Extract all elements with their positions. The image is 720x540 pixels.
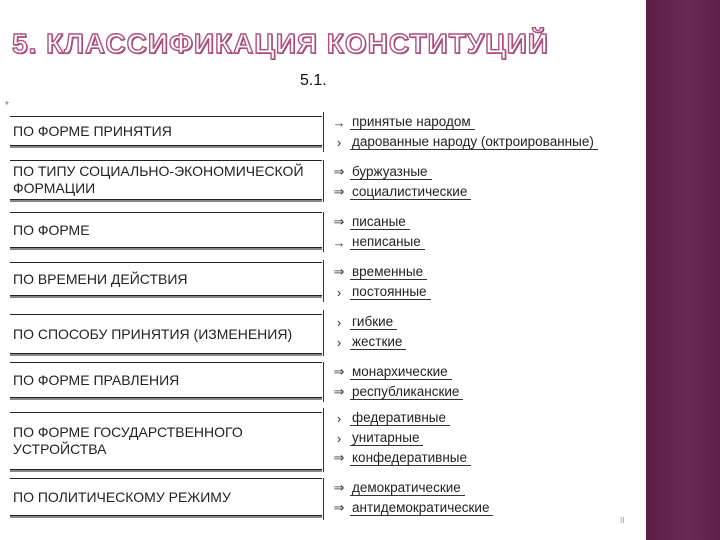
option-text: гибкие [350, 314, 397, 330]
option-item [328, 132, 598, 152]
slide-title: 5. КЛАССИФИКАЦИЯ КОНСТИТУЦИЙ [12, 28, 549, 59]
option-text: дарованные народу (октроированные) [350, 134, 598, 150]
arrow-icon: ⇒ [333, 364, 345, 379]
arrow-icon: ⇒ [333, 264, 345, 279]
option-item [328, 332, 406, 352]
arrow-icon: ⇒ [333, 450, 345, 465]
option-text: писаные [350, 214, 410, 230]
option-text: буржуазные [350, 164, 432, 180]
category-cell: ПО ФОРМЕ ПРАВЛЕНИЯ [10, 362, 322, 398]
arrow-icon: → [332, 114, 346, 130]
divider [323, 260, 324, 302]
option-text: принятые народом [350, 114, 475, 130]
arrow-icon: › [336, 314, 342, 330]
option-text: социалистические [350, 184, 471, 200]
option-item [328, 162, 432, 182]
category-cell: ПО ТИПУ СОЦИАЛЬНО-ЭКОНОМИЧЕСКОЙ ФОРМАЦИИ [10, 160, 322, 200]
option-item [328, 212, 410, 232]
option-item [328, 112, 475, 132]
option-text: монархические [350, 364, 452, 380]
arrow-icon: ⇒ [333, 384, 345, 399]
decorative-sidebar [646, 0, 720, 540]
arrow-icon: ⇒ [333, 184, 345, 199]
divider [323, 212, 324, 252]
divider [323, 310, 324, 356]
option-item [328, 312, 397, 332]
option-text: постоянные [350, 284, 431, 300]
arrow-icon: ⇒ [333, 214, 345, 229]
arrow-icon: › [336, 334, 342, 350]
option-text: республиканские [350, 384, 463, 400]
option-text: антидемократические [350, 500, 493, 516]
option-item [328, 262, 427, 282]
bullet-asterisk-icon: * [5, 100, 9, 111]
option-item [328, 232, 425, 252]
arrow-icon: › [336, 284, 342, 300]
option-item [328, 282, 431, 302]
option-text: унитарные [350, 430, 423, 446]
option-item [328, 182, 471, 202]
divider [323, 478, 324, 520]
option-text: неписаные [350, 234, 425, 250]
option-item [328, 448, 471, 468]
divider [323, 112, 324, 152]
arrow-icon: ⇒ [333, 480, 345, 495]
category-cell: ПО СПОСОБУ ПРИНЯТИЯ (ИЗМЕНЕНИЯ) [10, 314, 322, 354]
arrow-icon: › [336, 410, 342, 426]
corner-mark: II [620, 516, 625, 525]
option-item [328, 382, 463, 402]
option-item [328, 498, 493, 518]
arrow-icon: › [336, 134, 342, 150]
divider [323, 160, 324, 202]
option-item [328, 428, 423, 448]
option-text: жесткие [350, 334, 406, 350]
category-cell: ПО ФОРМЕ ГОСУДАРСТВЕННОГО УСТРОЙСТВА [10, 412, 322, 470]
option-text: демократические [350, 480, 465, 496]
divider [323, 408, 324, 472]
slide-subtitle: 5.1. [300, 72, 327, 89]
arrow-icon: → [332, 234, 346, 250]
arrow-icon: ⇒ [333, 164, 345, 179]
category-cell: ПО ВРЕМЕНИ ДЕЙСТВИЯ [10, 262, 322, 296]
arrow-icon: › [336, 430, 342, 446]
option-item [328, 478, 465, 498]
divider [323, 362, 324, 402]
arrow-icon: ⇒ [333, 500, 345, 515]
option-text: временные [350, 264, 427, 280]
category-cell: ПО ФОРМЕ [10, 212, 322, 248]
category-cell: ПО ФОРМЕ ПРИНЯТИЯ [10, 116, 322, 146]
category-cell: ПО ПОЛИТИЧЕСКОМУ РЕЖИМУ [10, 478, 322, 516]
option-text: конфедеративные [350, 450, 471, 466]
option-text: федеративные [350, 410, 450, 426]
option-item [328, 408, 450, 428]
option-item [328, 362, 452, 382]
